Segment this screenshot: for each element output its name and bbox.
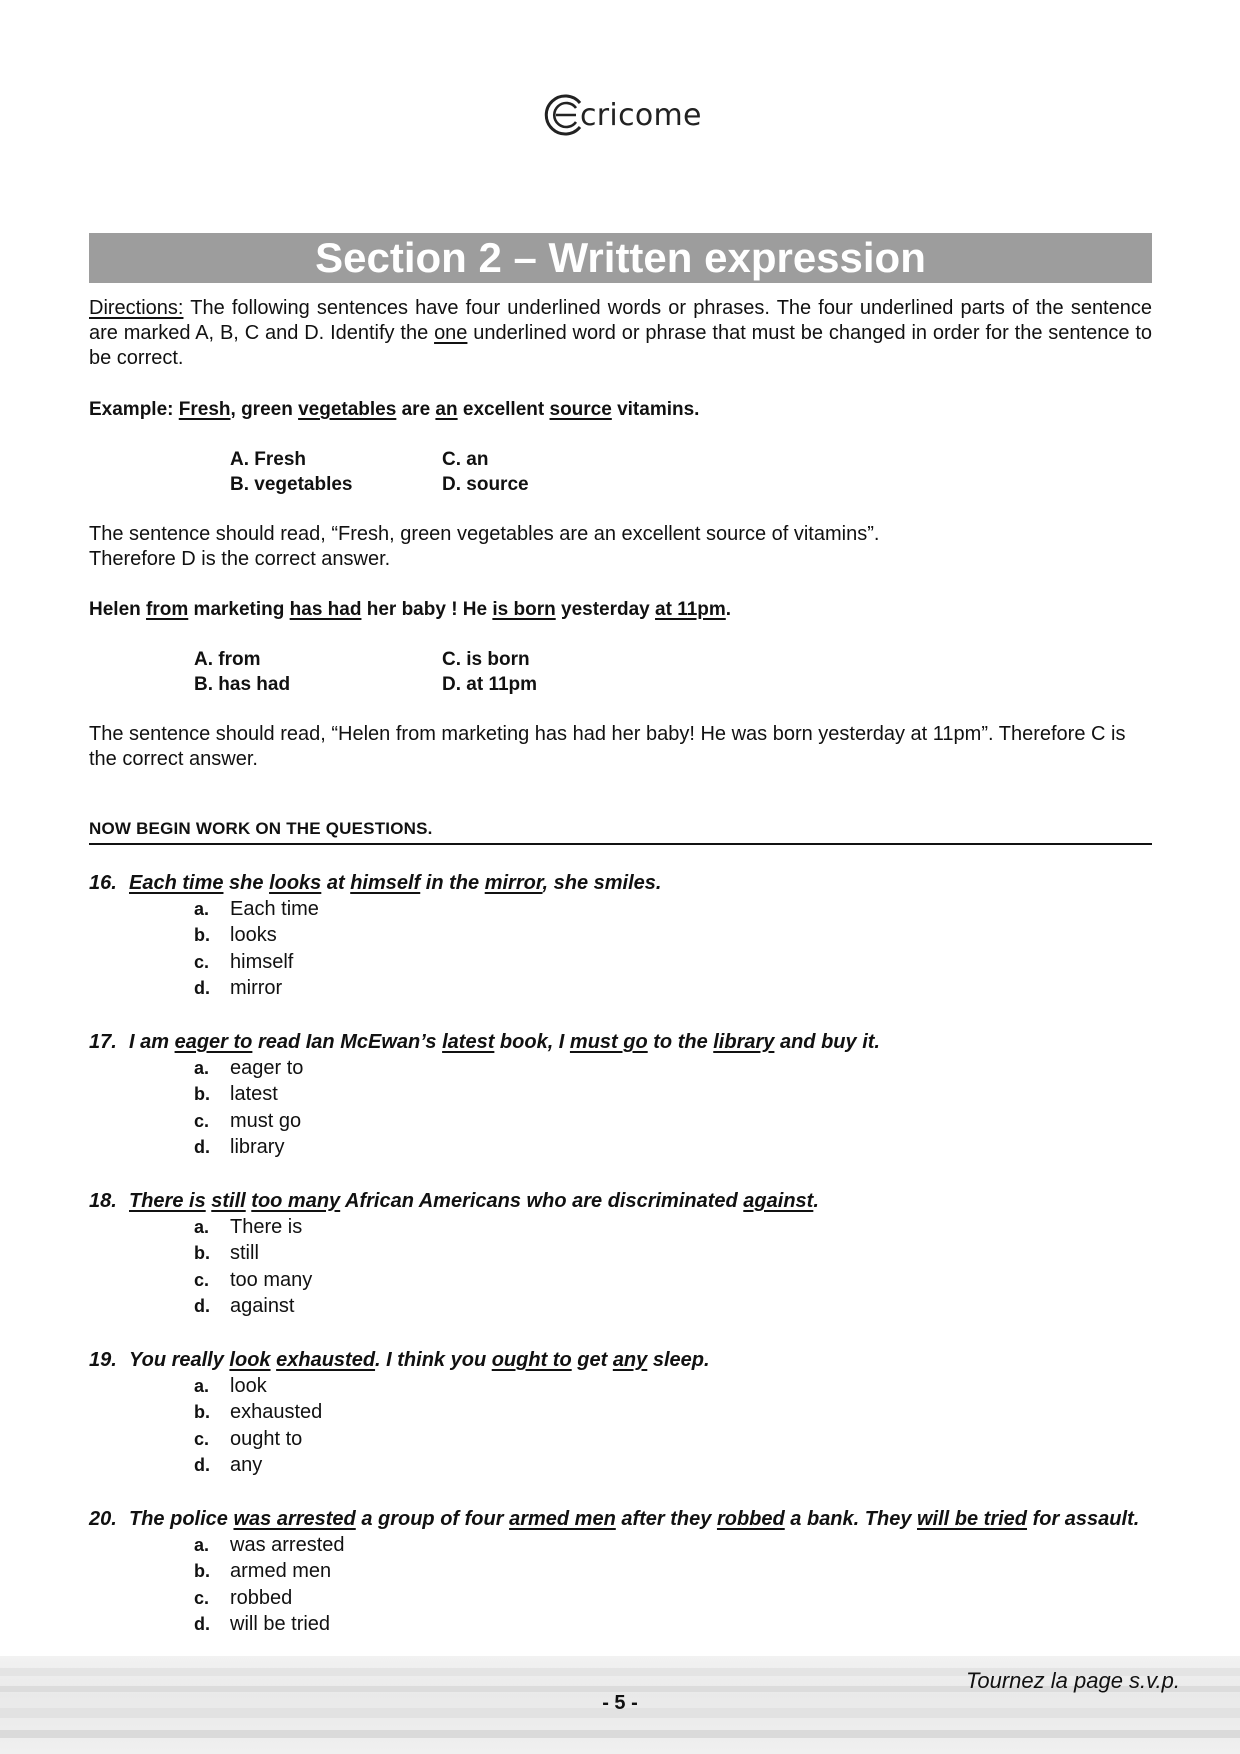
example2-part: at 11pm xyxy=(655,599,726,620)
choice-text: himself xyxy=(230,950,294,973)
example2-part: marketing xyxy=(188,599,290,620)
question-text xyxy=(129,1189,819,1214)
answer-choice[interactable] xyxy=(194,1400,1152,1427)
directions-emphasis: one xyxy=(434,322,468,344)
answer-choice[interactable] xyxy=(194,1373,1152,1400)
answer-choice[interactable] xyxy=(194,1453,1152,1480)
choice-text: ought to xyxy=(230,1427,303,1450)
answer-choice[interactable] xyxy=(194,1135,1152,1162)
text-part: get xyxy=(571,1349,613,1371)
example-part: , green xyxy=(230,399,299,420)
text-part: and buy it. xyxy=(774,1031,880,1053)
text-part: sleep. xyxy=(647,1349,710,1371)
choice-letter: c. xyxy=(194,1110,210,1131)
answer-choice[interactable] xyxy=(194,1294,1152,1321)
example-label: Example: xyxy=(89,399,179,420)
question-text xyxy=(129,1507,1139,1532)
example-option-c: C. an xyxy=(442,449,489,470)
choice-letter: a. xyxy=(194,1534,210,1555)
question-20 xyxy=(89,1507,1152,1638)
underlined-part: look xyxy=(229,1349,271,1371)
question-stem xyxy=(89,1189,1152,1214)
text-part: book, I xyxy=(494,1031,570,1053)
directions xyxy=(89,296,1152,371)
choice-letter: d. xyxy=(194,978,210,999)
page-number: - 5 - xyxy=(602,1692,638,1714)
example2-options xyxy=(194,647,1152,697)
question-text xyxy=(129,871,661,896)
text-part: a bank. They xyxy=(784,1508,917,1530)
answer-choice[interactable] xyxy=(194,976,1152,1003)
choice-text: looks xyxy=(230,924,277,947)
underlined-part: will be tried xyxy=(917,1508,1028,1530)
answer-choice[interactable] xyxy=(194,1532,1152,1559)
text-part: she xyxy=(223,872,270,894)
text-part: a group of four xyxy=(355,1508,510,1530)
example-explanation-1: The sentence should read, “Fresh, green vegetables are an excellent source of vitamins”. xyxy=(89,523,880,545)
underlined-part: must go xyxy=(569,1031,648,1053)
underlined-part: still xyxy=(211,1190,246,1212)
choice-letter: a. xyxy=(194,1375,210,1396)
choice-text: must go xyxy=(230,1109,302,1132)
example-option-a: A. Fresh xyxy=(230,449,307,470)
underlined-part: was arrested xyxy=(233,1508,356,1530)
choice-letter: b. xyxy=(194,1243,210,1264)
example2-part: has had xyxy=(289,599,362,620)
answer-choice[interactable] xyxy=(194,1082,1152,1109)
directions-text-1: The following sentences have four underlined words or phrases. The four underlined parts of the sentence are marked A, B, C and D. Identify the xyxy=(89,297,1152,344)
example2-part: her baby ! He xyxy=(361,599,493,620)
answer-choice[interactable] xyxy=(194,1108,1152,1135)
text-part: . xyxy=(813,1190,819,1212)
text-part: to the xyxy=(647,1031,714,1053)
underlined-part: mirror xyxy=(484,872,543,894)
choice-text: Each time xyxy=(230,897,319,920)
question-16 xyxy=(89,871,1152,1002)
choice-text: eager to xyxy=(230,1056,304,1079)
answer-choices xyxy=(194,1373,1152,1479)
underlined-part: against xyxy=(743,1190,814,1212)
example-options xyxy=(230,447,1152,497)
example-option-b: B. vegetables xyxy=(230,474,353,495)
text-part: . I think you xyxy=(375,1349,492,1371)
choice-letter: c. xyxy=(194,1587,210,1608)
choice-letter: d. xyxy=(194,1296,210,1317)
text-part: You really xyxy=(129,1349,230,1371)
choice-letter: b. xyxy=(194,1561,210,1582)
answer-choices xyxy=(194,1214,1152,1320)
example2-part: is born xyxy=(492,599,556,620)
choice-text: was arrested xyxy=(230,1533,345,1556)
example2-part: . xyxy=(725,599,732,620)
example2-explanation: The sentence should read, “Helen from marketing has had her baby! He was born yesterday at 11pm”. Therefore C is the correct answer. xyxy=(89,723,1126,770)
example2-option-a: A. from xyxy=(194,649,261,670)
choice-text: latest xyxy=(230,1083,278,1106)
footer-stripe xyxy=(0,1730,1240,1738)
question-list xyxy=(89,871,1152,1638)
question-number: 20. xyxy=(89,1508,117,1530)
question-number: 18. xyxy=(89,1190,117,1212)
answer-choices xyxy=(194,1532,1152,1638)
example-part: are xyxy=(396,399,436,420)
question-17 xyxy=(89,1030,1152,1161)
choice-letter: d. xyxy=(194,1137,210,1158)
underlined-part: robbed xyxy=(716,1508,785,1530)
answer-choices xyxy=(194,1055,1152,1161)
answer-choices xyxy=(194,896,1152,1002)
choice-letter: c. xyxy=(194,1428,210,1449)
logo-text: cricome xyxy=(580,97,702,133)
choice-text: There is xyxy=(230,1215,303,1238)
answer-choice[interactable] xyxy=(194,1214,1152,1241)
underlined-part: eager to xyxy=(174,1031,253,1053)
text-part: African Americans who are discriminated xyxy=(340,1190,744,1212)
choice-letter: b. xyxy=(194,1084,210,1105)
choice-letter: c. xyxy=(194,1269,210,1290)
answer-choice[interactable] xyxy=(194,1267,1152,1294)
choice-text: against xyxy=(230,1295,295,1318)
underlined-part: ought to xyxy=(491,1349,572,1371)
underlined-part: looks xyxy=(269,872,322,894)
text-part: I am xyxy=(129,1031,175,1053)
question-number: 16. xyxy=(89,872,117,894)
example-part: vegetables xyxy=(298,399,397,420)
text-part: for assault. xyxy=(1027,1508,1140,1530)
answer-choice[interactable] xyxy=(194,1241,1152,1268)
example-part: vitamins. xyxy=(611,399,700,420)
question-19 xyxy=(89,1348,1152,1479)
underlined-part: There is xyxy=(129,1190,206,1212)
example-sentence xyxy=(89,397,1152,422)
choice-text: any xyxy=(230,1454,263,1477)
example-explanation-2: Therefore D is the correct answer. xyxy=(89,548,391,570)
choice-text: armed men xyxy=(230,1560,332,1583)
question-text xyxy=(129,1030,880,1055)
question-stem xyxy=(89,1030,1152,1055)
question-number: 17. xyxy=(89,1031,117,1053)
example-option-d: D. source xyxy=(442,474,529,495)
text-part: , she smiles. xyxy=(542,872,662,894)
text-part: after they xyxy=(615,1508,717,1530)
text-part: The police xyxy=(129,1508,234,1530)
answer-choice[interactable] xyxy=(194,1055,1152,1082)
answer-choice[interactable] xyxy=(194,1426,1152,1453)
example2-option-d: D. at 11pm xyxy=(442,674,538,695)
choice-text: will be tried xyxy=(230,1613,331,1636)
text-part: in the xyxy=(420,872,485,894)
underlined-part: himself xyxy=(350,872,421,894)
answer-choice[interactable] xyxy=(194,896,1152,923)
directions-text-2: underlined word or phrase that must be changed in order for the sentence to be correct. xyxy=(89,322,1152,369)
underlined-part: Each time xyxy=(129,872,224,894)
example-part: Fresh xyxy=(178,399,231,420)
example2-part: yesterday xyxy=(555,599,656,620)
answer-choice[interactable] xyxy=(194,1612,1152,1639)
example-part: source xyxy=(549,399,612,420)
underlined-part: armed men xyxy=(509,1508,616,1530)
document-body xyxy=(89,296,1152,1638)
question-18 xyxy=(89,1189,1152,1320)
answer-choice[interactable] xyxy=(194,949,1152,976)
example2-option-b: B. has had xyxy=(194,674,291,695)
begin-questions-heading: NOW BEGIN WORK ON THE QUESTIONS. xyxy=(89,816,1152,845)
choice-text: library xyxy=(230,1136,285,1159)
example2-option-c: C. is born xyxy=(442,649,530,670)
choice-letter: a. xyxy=(194,1057,210,1078)
choice-letter: d. xyxy=(194,1614,210,1635)
turn-page-note: Tournez la page s.v.p. xyxy=(965,1668,1180,1693)
choice-letter: b. xyxy=(194,1402,210,1423)
choice-text: exhausted xyxy=(230,1401,323,1424)
choice-letter: c. xyxy=(194,951,210,972)
text-part: at xyxy=(321,872,351,894)
directions-label: Directions: xyxy=(89,297,184,319)
section-title: Section 2 – Written expression xyxy=(89,233,1152,283)
choice-letter: b. xyxy=(194,925,210,946)
choice-text: robbed xyxy=(230,1586,293,1609)
choice-text: still xyxy=(230,1242,259,1265)
answer-choice[interactable] xyxy=(194,923,1152,950)
underlined-part: latest xyxy=(442,1031,495,1053)
underlined-part: library xyxy=(713,1031,775,1053)
question-text xyxy=(129,1348,710,1373)
choice-text: too many xyxy=(230,1268,313,1291)
ecricome-logo xyxy=(544,90,702,140)
choice-letter: a. xyxy=(194,1216,210,1237)
underlined-part: any xyxy=(612,1349,648,1371)
question-stem xyxy=(89,1348,1152,1373)
choice-letter: d. xyxy=(194,1455,210,1476)
example2-part: Helen xyxy=(89,599,147,620)
text-part: read Ian McEwan’s xyxy=(252,1031,443,1053)
question-stem xyxy=(89,1507,1152,1532)
choice-text: mirror xyxy=(230,977,283,1000)
example2-part: from xyxy=(146,599,189,620)
question-number: 19. xyxy=(89,1349,117,1371)
answer-choice[interactable] xyxy=(194,1559,1152,1586)
example-part: an xyxy=(435,399,458,420)
choice-text: look xyxy=(230,1374,267,1397)
choice-letter: a. xyxy=(194,898,210,919)
underlined-part: exhausted xyxy=(276,1349,376,1371)
example2-sentence xyxy=(89,597,1152,622)
underlined-part: too many xyxy=(251,1190,341,1212)
example-part: excellent xyxy=(457,399,550,420)
answer-choice[interactable] xyxy=(194,1585,1152,1612)
question-stem xyxy=(89,871,1152,896)
